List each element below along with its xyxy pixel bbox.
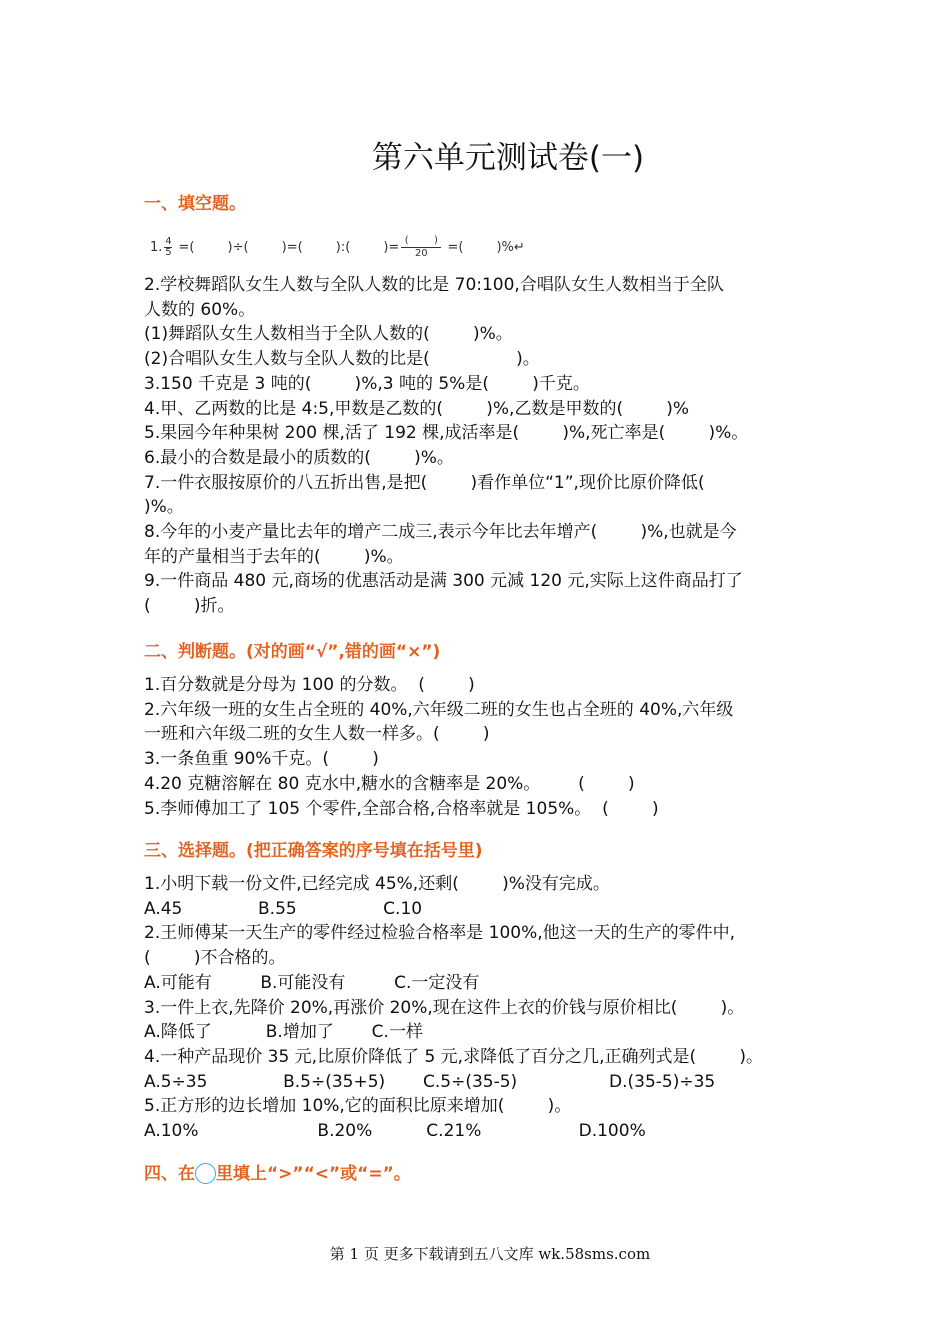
text-line: 2.王师傅某一天生产的零件经过检验合格率是 100%,他这一天的生产的零件中, [144, 923, 736, 944]
text-line: 8.今年的小麦产量比去年的增产二成三,表示今年比去年增产( )%,也就是今 [144, 522, 737, 543]
section-heading-compare [144, 1159, 411, 1184]
text-line: ( )不合格的。 [144, 948, 286, 969]
text-line: 7.一件衣服按原价的八五折出售,是把( )看作单位“1”,现价比原价降低( [144, 472, 705, 493]
text-line: 3.一条鱼重 90%千克。( ) [144, 749, 379, 770]
heading-prefix: 四、在 [144, 1164, 195, 1184]
text-line: 5.正方形的边长增加 10%,它的面积比原来增加( )。 [144, 1096, 572, 1117]
section-2-questions [144, 673, 814, 821]
fraction-four-fifths [164, 237, 172, 258]
page-title: 第六单元测试卷(一) [371, 140, 645, 176]
text-line: 9.一件商品 480 元,商场的优惠活动是满 300 元减 120 元,实际上这件商品打了 [144, 571, 743, 592]
text-line: )%。 [144, 497, 184, 518]
circle-icon [195, 1163, 216, 1184]
section-heading-multiple-choice: 三、选择题。(把正确答案的序号填在括号里) [144, 841, 483, 861]
text-line: (1)舞蹈队女生人数相当于全队人数的( )%。 [144, 324, 513, 345]
text-line: 4.一种产品现价 35 元,比原价降低了 5 元,求降低了百分之几,正确列式是( )。 [144, 1046, 763, 1067]
text-line: ( )折。 [144, 596, 235, 617]
q1-blanks: =( )÷( )=( ):( )= [174, 239, 400, 255]
text-line: 6.最小的合数是最小的质数的( )%。 [144, 447, 454, 468]
text-line: 1.百分数就是分母为 100 的分数。 ( ) [144, 675, 475, 695]
text-line: 3.150 千克是 3 吨的( )%,3 吨的 5%是( )千克。 [144, 373, 590, 394]
page-footer: 第 1 页 更多下载请到五八文库 wk.58sms.com [329, 1245, 651, 1263]
fraction-denominator: 5 [165, 246, 172, 258]
section-heading-fill-blank: 一、填空题。 [144, 194, 246, 214]
text-line: 2.六年级一班的女生占全班的 40%,六年级二班的女生也占全班的 40%,六年级 [144, 699, 734, 720]
text-line: 1.小明下载一份文件,已经完成 45%,还剩( )%没有完成。 [144, 874, 610, 894]
text-line: A.5÷35 B.5÷(35+5) C.5÷(35-5) D.(35-5)÷35 [144, 1071, 716, 1092]
text-line: (2)合唱队女生人数与全队人数的比是( )。 [144, 349, 540, 370]
text-line: 5.李师傅加工了 105 个零件,全部合格,合格率就是 105%。 ( ) [144, 798, 659, 819]
text-line: 4.甲、乙两数的比是 4:5,甲数是乙数的( )%,乙数是甲数的( )% [144, 398, 690, 419]
section-1-questions [144, 273, 814, 619]
text-line: 2.学校舞蹈队女生人数与全队人数的比是 70:100,合唱队女生人数相当于全队 [144, 275, 724, 295]
q1-prefix: 1. [150, 239, 163, 255]
text-line: A.10% B.20% C.21% D.100% [144, 1121, 646, 1142]
text-line: 5.果园今年种果树 200 棵,活了 192 棵,成活率是( )%,死亡率是( )%。 [144, 423, 749, 444]
text-line: 一班和六年级二班的女生人数一样多。( ) [144, 724, 490, 745]
text-line: 年的产量相当于去年的( )%。 [144, 546, 404, 567]
section-heading-true-false: 二、判断题。(对的画“√”,错的画“×”) [144, 642, 441, 662]
text-line: A.可能有 B.可能没有 C.一定没有 [144, 972, 480, 993]
text-line: 4.20 克糖溶解在 80 克水中,糖水的含糖率是 20%。 ( ) [144, 773, 635, 794]
section-3-questions [144, 872, 814, 1144]
heading-suffix: 里填上“>”“<”或“=”。 [216, 1164, 411, 1184]
text-line: A.45 B.55 C.10 [144, 898, 423, 919]
text-line: 3.一件上衣,先降价 20%,再涨价 20%,现在这件上衣的价钱与原价相比( )。 [144, 997, 745, 1018]
q1-percent: =( )%↵ [443, 239, 525, 255]
text-line: 人数的 60%。 [144, 299, 256, 320]
fraction2-numerator: ( ) [401, 235, 441, 248]
question-1-formula [150, 232, 525, 262]
text-line: A.降低了 B.增加了 C.一样 [144, 1022, 423, 1043]
fraction-numerator: 4 [165, 235, 172, 247]
fraction-over-twenty [401, 235, 441, 260]
fraction2-denominator: 20 [414, 247, 428, 259]
